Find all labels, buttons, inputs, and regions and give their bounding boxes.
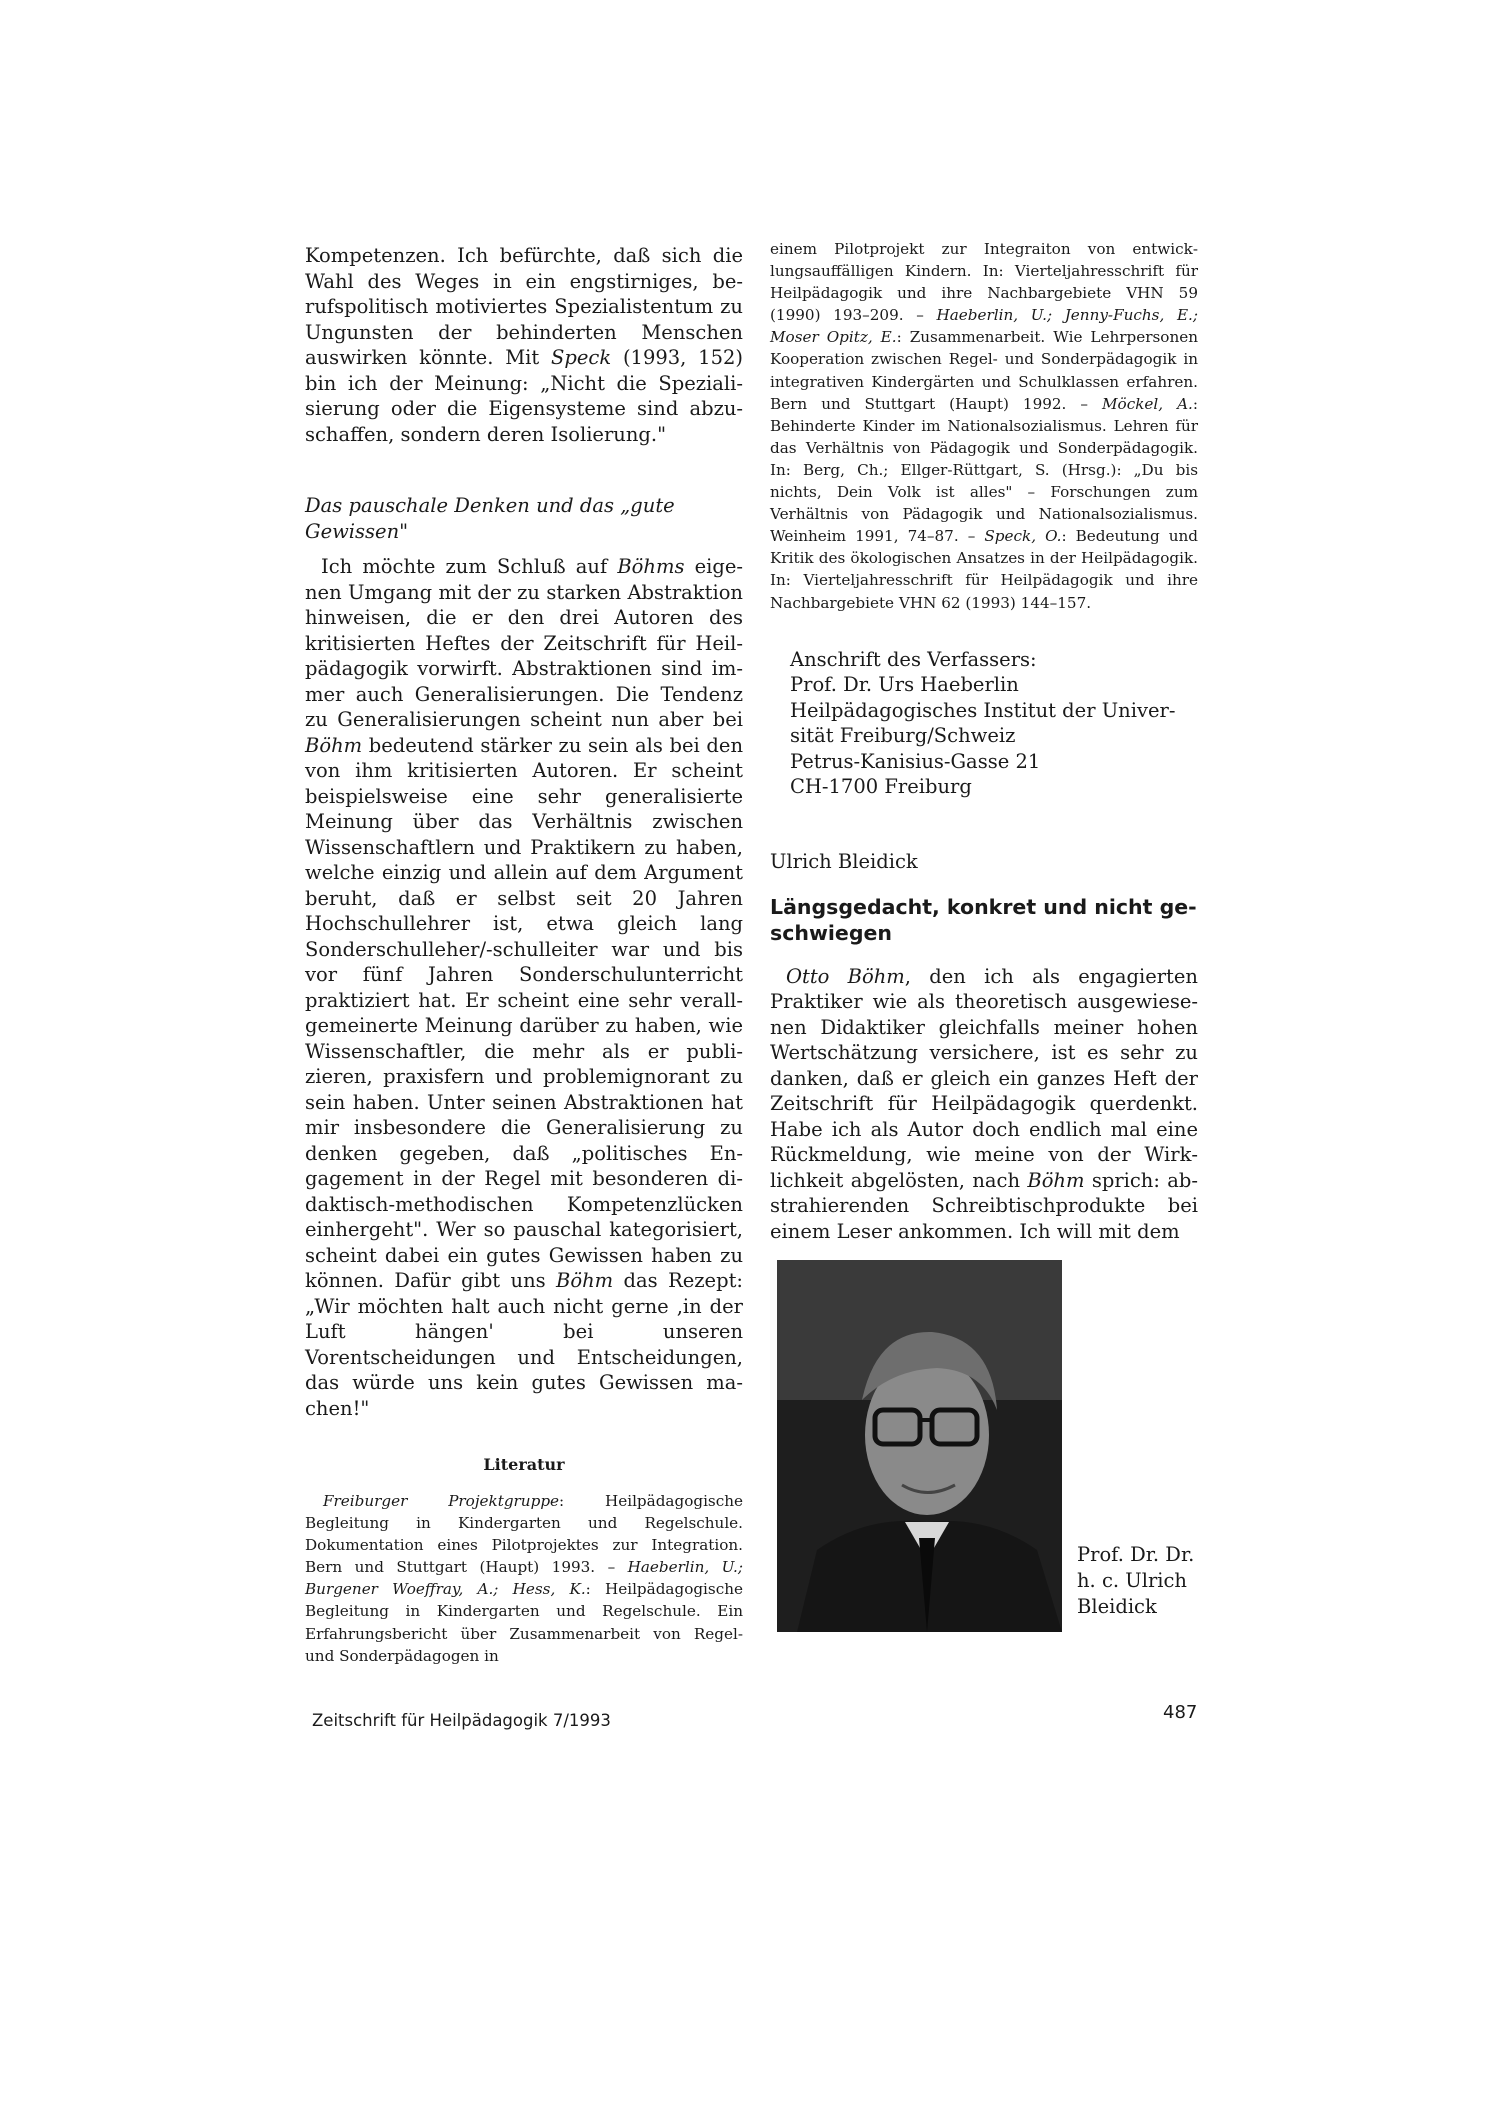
address-line: CH-1700 Freiburg xyxy=(790,775,972,799)
main-text-3: bedeutend stärker zu sein als bei den von ihm kritisierten Autoren. Er scheint beispielsweise eine sehr generalisierte Meinung über das Verhältnis zwischen Wissenschaftlern und Praktikern zu haben, welche einzig und allein auf dem Argument beruht, daß er selbst seit 20 Jahren Hochschullehrer ist, etwa gleich lang Sonderschulleher/-schulleiter war und bis vor fünf Jahren Sonderschulunterricht praktiziert hat. Er scheint eine sehr verallgemeinerte Meinung darüber zu haben, wie Wissenschaftler, die mehr als er publizieren, praxisfern und problemignorant zu sein haben. Unter seinen Abstraktionen hat mir insbesondere die Generalisierung zu denken gegeben, daß „politisches Engagement in der Regel mit besonderen didaktisch-methodischen Kompetenzlücken einhergeht". Wer so pauschal kategorisiert, scheint dabei ein gutes Gewissen haben zu können. Dafür gibt uns xyxy=(305,733,743,1292)
literature-list-continued xyxy=(770,238,1198,614)
lit-entry-text: einem Pilotprojekt zur Integraiton von entwicklungsauffälligen Kindern. In: Vierteljahresschrift für Heilpädagogik und ihre Nachbargebiete VHN 59 (1990) 193–209. – xyxy=(770,240,1198,325)
address-line: Prof. Dr. Urs Haeberlin xyxy=(790,673,1019,697)
cited-name: Böhm xyxy=(305,733,363,757)
article-text-2: sprich: abstrahierenden Schreibtischprodukte bei einem Leser ankommen. Ich will mit dem xyxy=(770,1168,1198,1243)
address-line: Petrus-Kanisius-Gasse 21 xyxy=(790,749,1041,773)
lit-author: Haeberlin, U.; Jenny-Fuchs, E.; Moser Opitz, E. xyxy=(770,306,1198,347)
address-line: Anschrift des Verfassers: xyxy=(790,647,1037,671)
article-text-1: , den ich als engagierten Praktiker wie als theoretisch ausgewiesenen Didaktiker gleichfalls meiner hohen Wertschätzung versichere, ist es sehr zu danken, daß er gleich ein ganzes Heft der Zeitschrift für Heilpädagogik querdenkt. Habe ich als Autor doch endlich mal eine Rückmeldung, wie meine von der Wirklichkeit abgelösten, nach xyxy=(770,964,1198,1192)
cited-name: Böhms xyxy=(617,555,685,578)
lit-entry-text: : Behinderte Kinder im Nationalsozialismus. Lehren für das Verhältnis von Pädagogik und Sonderpädagogik. In: Berg, Ch.; Ellger-Rüttgart, S. (Hrsg.): „Du bis nichts, Dein Volk ist alles" – Forschungen zum Verhältnis von Pädagogik und Nationalsozialismus. Weinheim 1991, 74–87. – xyxy=(770,394,1199,546)
main-text-1: Ich möchte zum Schluß auf xyxy=(321,555,618,578)
article-title: Längsgedacht, konkret und nicht geschwiegen xyxy=(770,894,1197,945)
cited-author: Speck xyxy=(551,346,612,369)
page-number: 487 xyxy=(1163,1702,1198,1723)
lit-entry-text: : Heilpädagogische Begleitung in Kindergarten und Regelschule. Ein Erfahrungsbericht über Zusammenarbeit von Regel- und Sonderpädagogen in xyxy=(305,1580,743,1665)
lit-entry-text: : Zusammenarbeit. Wie Lehrpersonen Kooperation zwischen Regel- und Sonderpädagogik in integrativen Kindergärten und Schulklassen erfahren. Bern und Stuttgart (Haupt) 1992. – xyxy=(770,328,1198,413)
main-text-2: eigenen Umgang mit der zu starken Abstraktion hinweisen, die er den drei Autoren des kritisierten Heftes der Zeitschrift für Heilpädagogik vorwirft. Abstraktionen sind immer auch Generalisierungen. Die Tendenz zu Generalisierungen scheint nun aber bei xyxy=(305,555,743,731)
main-paragraph xyxy=(305,554,743,1421)
author-address xyxy=(790,647,1198,800)
portrait-photo xyxy=(777,1260,1062,1632)
portrait-block xyxy=(770,1260,1198,1634)
left-column xyxy=(305,243,743,1667)
article-author: Ulrich Bleidick xyxy=(770,849,918,873)
portrait-illustration xyxy=(777,1260,1062,1632)
section-subheading: Das pauschale Denken und das „gute Gewissen" xyxy=(305,494,675,543)
cited-name: Böhm xyxy=(1027,1168,1085,1192)
lit-entry-text: : Heilpädagogische Begleitung in Kindergarten und Regelschule. Dokumentation eines Pilotprojektes zur Integration. Bern und Stuttgart (Haupt) 1993. – xyxy=(305,1492,743,1577)
lit-author: Möckel, A. xyxy=(1102,394,1193,413)
lit-author: Haeberlin, U.; Burgener Woeffray, A.; Hess, K. xyxy=(305,1558,744,1599)
cited-name: Otto Böhm xyxy=(786,964,905,988)
article-lead-paragraph xyxy=(770,964,1198,1245)
lit-entry-text: : Bedeutung und Kritik des ökologischen Ansatzes in der Heilpädagogik. In: Vierteljahresschrift für Heilpädagogik und ihre Nachbargebiete VHN 62 (1993) 144–157. xyxy=(770,527,1198,612)
lit-author: Speck, O. xyxy=(984,527,1062,546)
intro-paragraph xyxy=(305,243,743,447)
literature-heading: Literatur xyxy=(483,1455,565,1474)
lit-author: Freiburger Projektgruppe xyxy=(323,1492,560,1510)
intro-text: Kompetenzen. Ich befürchte, daß sich die Wahl des Weges in ein engstirniges, berufspolitisch motiviertes Spezialistentum zu Ungunsten der behinderten Menschen auswirken könnte. Mit xyxy=(305,244,743,369)
right-column xyxy=(770,238,1198,1634)
main-text-4: das Rezept: „Wir möchten halt auch nicht gerne ‚in der Luft hängen' bei unseren Vorentscheidungen und Entscheidungen, das würde uns kein gutes Gewissen machen!" xyxy=(305,1269,743,1420)
photo-caption: Prof. Dr. Dr. h. c. Ulrich Bleidick xyxy=(1077,1543,1195,1619)
footer-journal-title: Zeitschrift für Heilpädagogik 7/1993 xyxy=(312,1711,611,1730)
intro-text-rest: (1993, 152) bin ich der Meinung: „Nicht die Spezialisierung oder die Eigensysteme sind abzuschaffen, sondern deren Isolierung." xyxy=(305,346,743,446)
literature-list xyxy=(305,1490,743,1667)
address-line: Heilpädagogisches Institut der Universität Freiburg/Schweiz xyxy=(790,698,1176,748)
cited-name: Böhm xyxy=(556,1269,614,1292)
